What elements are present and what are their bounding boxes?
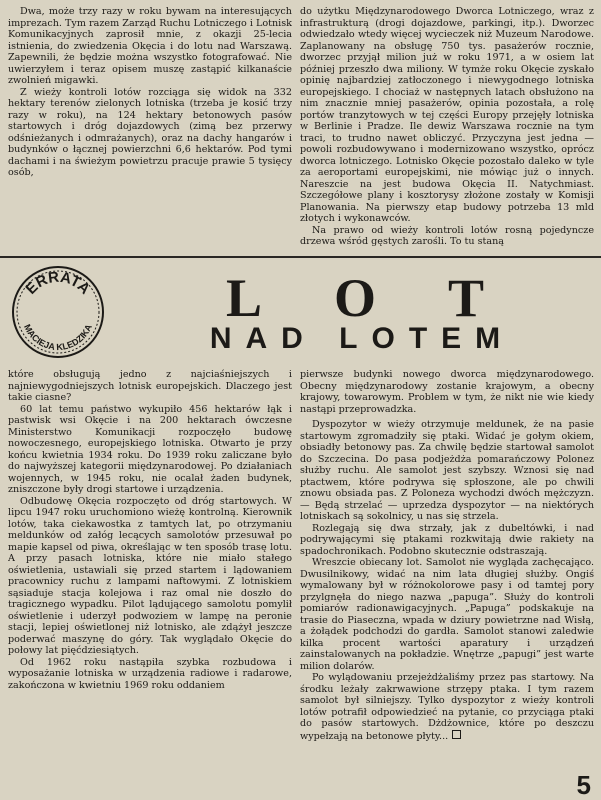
paragraph: Dyspozytor w wieży otrzymuje meldunek, że na pasie startowym zgromadziły się ptaki. Widać je gołym okiem, obsiadły betonowy pas. Za chwilę będzie startował samolot do Szczecina. Do pasa podjeżdża pomarańczowy Polonez służby ruchu. Ale samolot jest szybszy. Wznosi się nad ptactwem, które podrywa się spłoszone, ale po chwili znowu obsiada pas. Z Poloneza wychodzi dwóch mężczyzn. — Będą strzelać — uprzedza dyspozytor — na niektórych lotniskach są sokolnicy, u nas się strzela. [300,419,594,522]
paragraph: 60 lat temu państwo wykupiło 456 hektarów łąk i pastwisk wsi Okęcie i na 200 hektarach ówczesne Ministerstwo Komunikacji rozpoczęło budowę nowoczesnego, europejskiego lotniska. Otwarto je przy końcu kwietnia 1934 roku. Do 1939 roku zaliczane było do najwyższej kategorii międzynarodowej. Po działaniach wojennych, w 1945 roku, nie ocalał żaden budynek, zniszczone były drogi startowe i urządzenia. [8,403,292,495]
paragraph: Od 1962 roku nastąpiła szybka rozbudowa i wyposażanie lotniska w urządzenia radiowe i radarowe, zakończona w kwietniu 1969 roku oddaniem [8,656,292,691]
paragraph: Rozlegają się dwa strzały, jak z dubeltówki, i nad podrywającymi się ptakami rozkwitają dwie rakiety na spadochronikach. Podobno skutecznie odstraszają. [300,522,594,557]
bottom-left-column [8,369,292,794]
paragraph: Dwa, może trzy razy w roku bywam na interesujących imprezach. Tym razem Zarząd Ruchu Lotniczego i Lotnisk Komunikacyjnych zaprosił mnie, z okazji 25-lecia istnienia, do zwiedzenia Okęcia i do lotu nad Warszawą. Zapewnili, że będzie można wszystko fotografować. Nie uwierzyłem i teraz opisem muszę zastąpić kilkanaście zwolnień migawki. [8,6,292,86]
paragraph-last [300,672,594,742]
paragraph: Na prawo od wieży kontroli lotów rosną pojedyncze drzewa wśród gęstych zarośli. To tu staną [300,224,594,247]
paragraph: Wreszcie obiecany lot. Samolot nie wygląda zachęcająco. Dwusilnikowy, widać na nim lata długiej służby. Ongiś wymalowany był w różnokolorowe pasy i od tamtej pory przylgnęła do niego nazwa „papuga”. Służy do kontroli pomiarów radionawigacyjnych. „Papuga” podskakuje na trasie do Piaseczna, wpada w dziury powietrzne nad Wisłą, a żołądek podchodzi do gardła. Samolot stanowi zaledwie kilka procent wartości aparatury i urządzeń zainstalowanych na pokładzie. Wnętrze „papugi” jest warte milion dolarów. [300,557,594,672]
end-mark-icon [452,730,461,739]
stamp-bottom-text: MACIEJA KLEDZIKA [22,322,94,353]
section-divider [0,256,601,258]
errata-stamp [10,264,106,360]
paragraph: Odbudowę Okęcia rozpoczęto od dróg startowych. W lipcu 1947 roku uruchomiono wieżę kontrolną. Kierownik lotów, taka ciekawostka z tamtych lat, po otrzymaniu meldunków od załóg lecących samolotów przesuwał po mapie kapsel od piwa, określając w ten sposób trasę lotu. A przy pasach lotniska, które nie miało stałego oświetlenia, ustawiali się przed startem i lądowaniem pracownicy ruchu z lampami naftowymi. Z lotniskiem sąsiaduje stacja kolejowa i raz omal nie doszło do tragicznego wypadku. Pilot lądującego samolotu pomylił oświetlenie i uderzył podwoziem w lampę na peronie stacji, lepiej oświetlonej niż lotnisko, ale zdążył jeszcze poderwać maszynę do góry. Tak wyglądało Okęcie do połowy lat pięćdziesiątych. [8,495,292,656]
paragraph: Z wieży kontroli lotów rozciąga się widok na 332 hektary terenów zielonych lotniska (trzeba je kosić trzy razy w roku), na 124 hektary betonowych pasów startowych i dróg dojazdowych (zimą bez przerwy odśnieżanych i odmrażanych), oraz na dachy hangarów i budynków o łącznej powierzchni 6,6 hektarów. Pod tymi dachami i na świeżym powietrzu pracuje prawie 5 tysięcy osób, [8,86,292,178]
article-title [120,270,590,365]
paragraph: pierwsze budynki nowego dworca międzynarodowego. Obecny międzynarodowy zostanie krajowym, a obecny krajowy, towarowym. Problem w tym, że nikt nie wie kiedy nastąpi przeprowadzka. [300,369,594,415]
top-right-column [300,6,594,254]
stamp-top-text: ERRATA [22,268,94,298]
paragraph-text: Po wylądowaniu przejeżdżaliśmy przez pas startowy. Na środku leżały zakrwawione strzępy ptaka. I tym razem samolot był silniejszy. Tylko dyspozytor z wieży kontroli lotów potrafił odpowiedzieć na pytanie, co przyciąga ptaki do pasów startowych. Dżdżownice, które po deszczu wypełzają na betonowe płyty... [300,672,594,742]
page-number: 5 [576,770,591,800]
paragraph: do użytku Międzynarodowego Dworca Lotniczego, wraz z infrastrukturą (drogi dojazdowe, parkingi, itp.). Dworzec odwiedzało wtedy więcej wycieczek niż Muzeum Narodowe. Zaplanowany na obsługę 750 tys. pasażerów rocznie, dworzec przyjął milion już w roku 1971, a w osiem lat później przeszło dwa miliony. W tymże roku Okęcie zyskało opinię najbardziej zatłoczonego i niewygodnego lotniska europejskiego. I chociaż w następnych latach obsłużono na nim znacznie mniej pasażerów, opinia pozostała, a rolę portów tranzytowych w tej części Europy przejęły lotniska w Berlinie i Pradze. Ile dewiz Warszawa rocznie na tym traci, to trudno nawet obliczyć. Przyczyna jest jedna — powoli rozbudowywano i modernizowano wszystko, oprócz dworca lotniczego. Lotnisko Okęcie pozostało daleko w tyle za aeroportami europejskimi, nie mówiąc już o innych. Nareszcie na jest budowa Okęcia II. Natychmiast. Szczegółowe plany i kosztorysy złożone zostały w Komisji Planowania. Na pierwszy etap budowy potrzeba 13 mld złotych i wykonawców. [300,6,594,224]
title-main: LOT [225,268,557,328]
paragraph: które obsługują jedno z najciaśniejszych i najniewygodniejszych lotnisk europejskich. Dlaczego jest takie ciasne? [8,369,292,403]
bottom-right-column [300,369,594,789]
title-sub: NAD LOTEM [209,322,515,355]
top-left-column [8,6,292,254]
